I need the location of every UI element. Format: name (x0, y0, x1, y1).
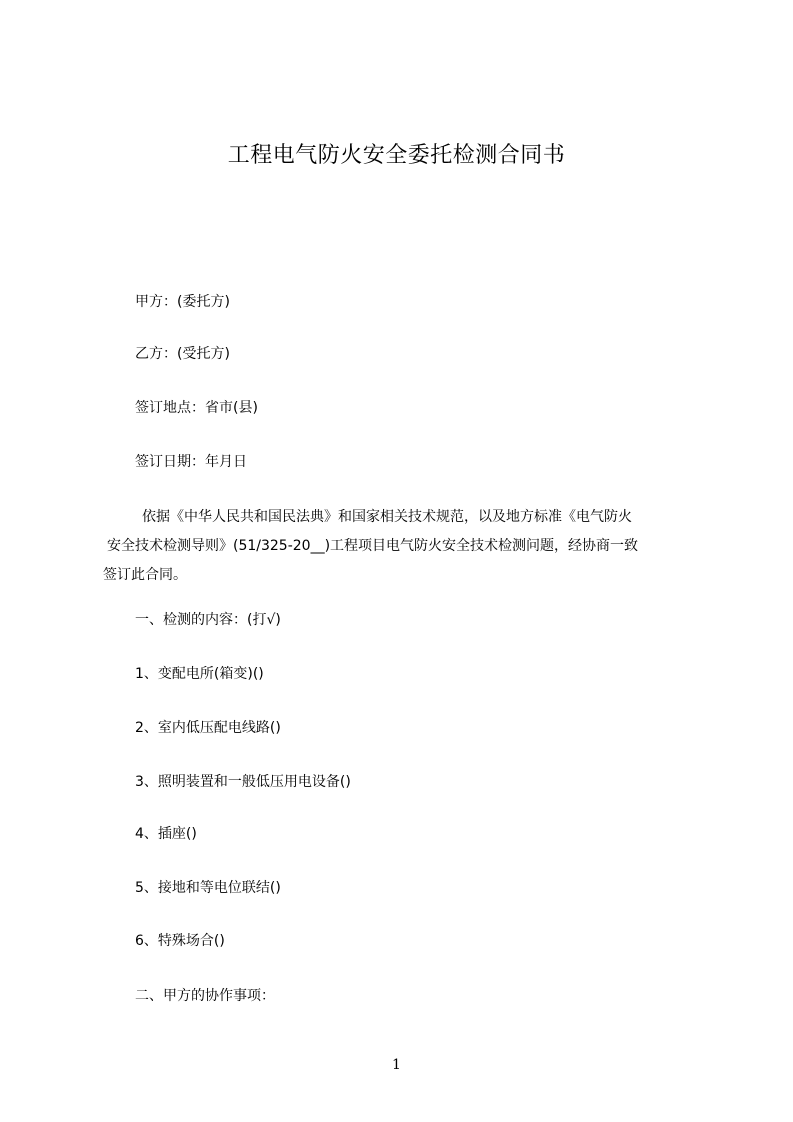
sign-place-line: 签订地点：省市(县) (135, 400, 258, 416)
sign-date-line: 签订日期：年月日 (135, 454, 247, 470)
list-item: 5、接地和等电位联结() (135, 880, 281, 896)
section-1-heading: 一、检测的内容：(打√) (135, 612, 281, 628)
intro-line-2: 安全技术检测导则》(51/325-20__)工程项目电气防火安全技术检测问题，经协商一致 (107, 538, 639, 554)
intro-line-1: 依据《中华人民共和国民法典》和国家相关技术规范，以及地方标准《电气防火 (142, 509, 632, 525)
party-b-line: 乙方：(受托方) (135, 346, 230, 362)
list-item: 3、照明装置和一般低压用电设备() (135, 774, 351, 790)
list-item: 1、变配电所(箱变)() (135, 666, 264, 682)
section-2-heading: 二、甲方的协作事项： (135, 988, 275, 1004)
intro-line-3: 签订此合同。 (103, 567, 187, 583)
party-a-line: 甲方：(委托方) (135, 294, 230, 310)
document-title: 工程电气防火安全委托检测合同书 (227, 143, 566, 168)
list-item: 2、室内低压配电线路() (135, 720, 281, 736)
page-number: 1 (392, 1057, 401, 1073)
intro-paragraph (103, 503, 699, 590)
list-item: 6、特殊场合() (135, 933, 225, 949)
list-item: 4、插座() (135, 826, 197, 842)
